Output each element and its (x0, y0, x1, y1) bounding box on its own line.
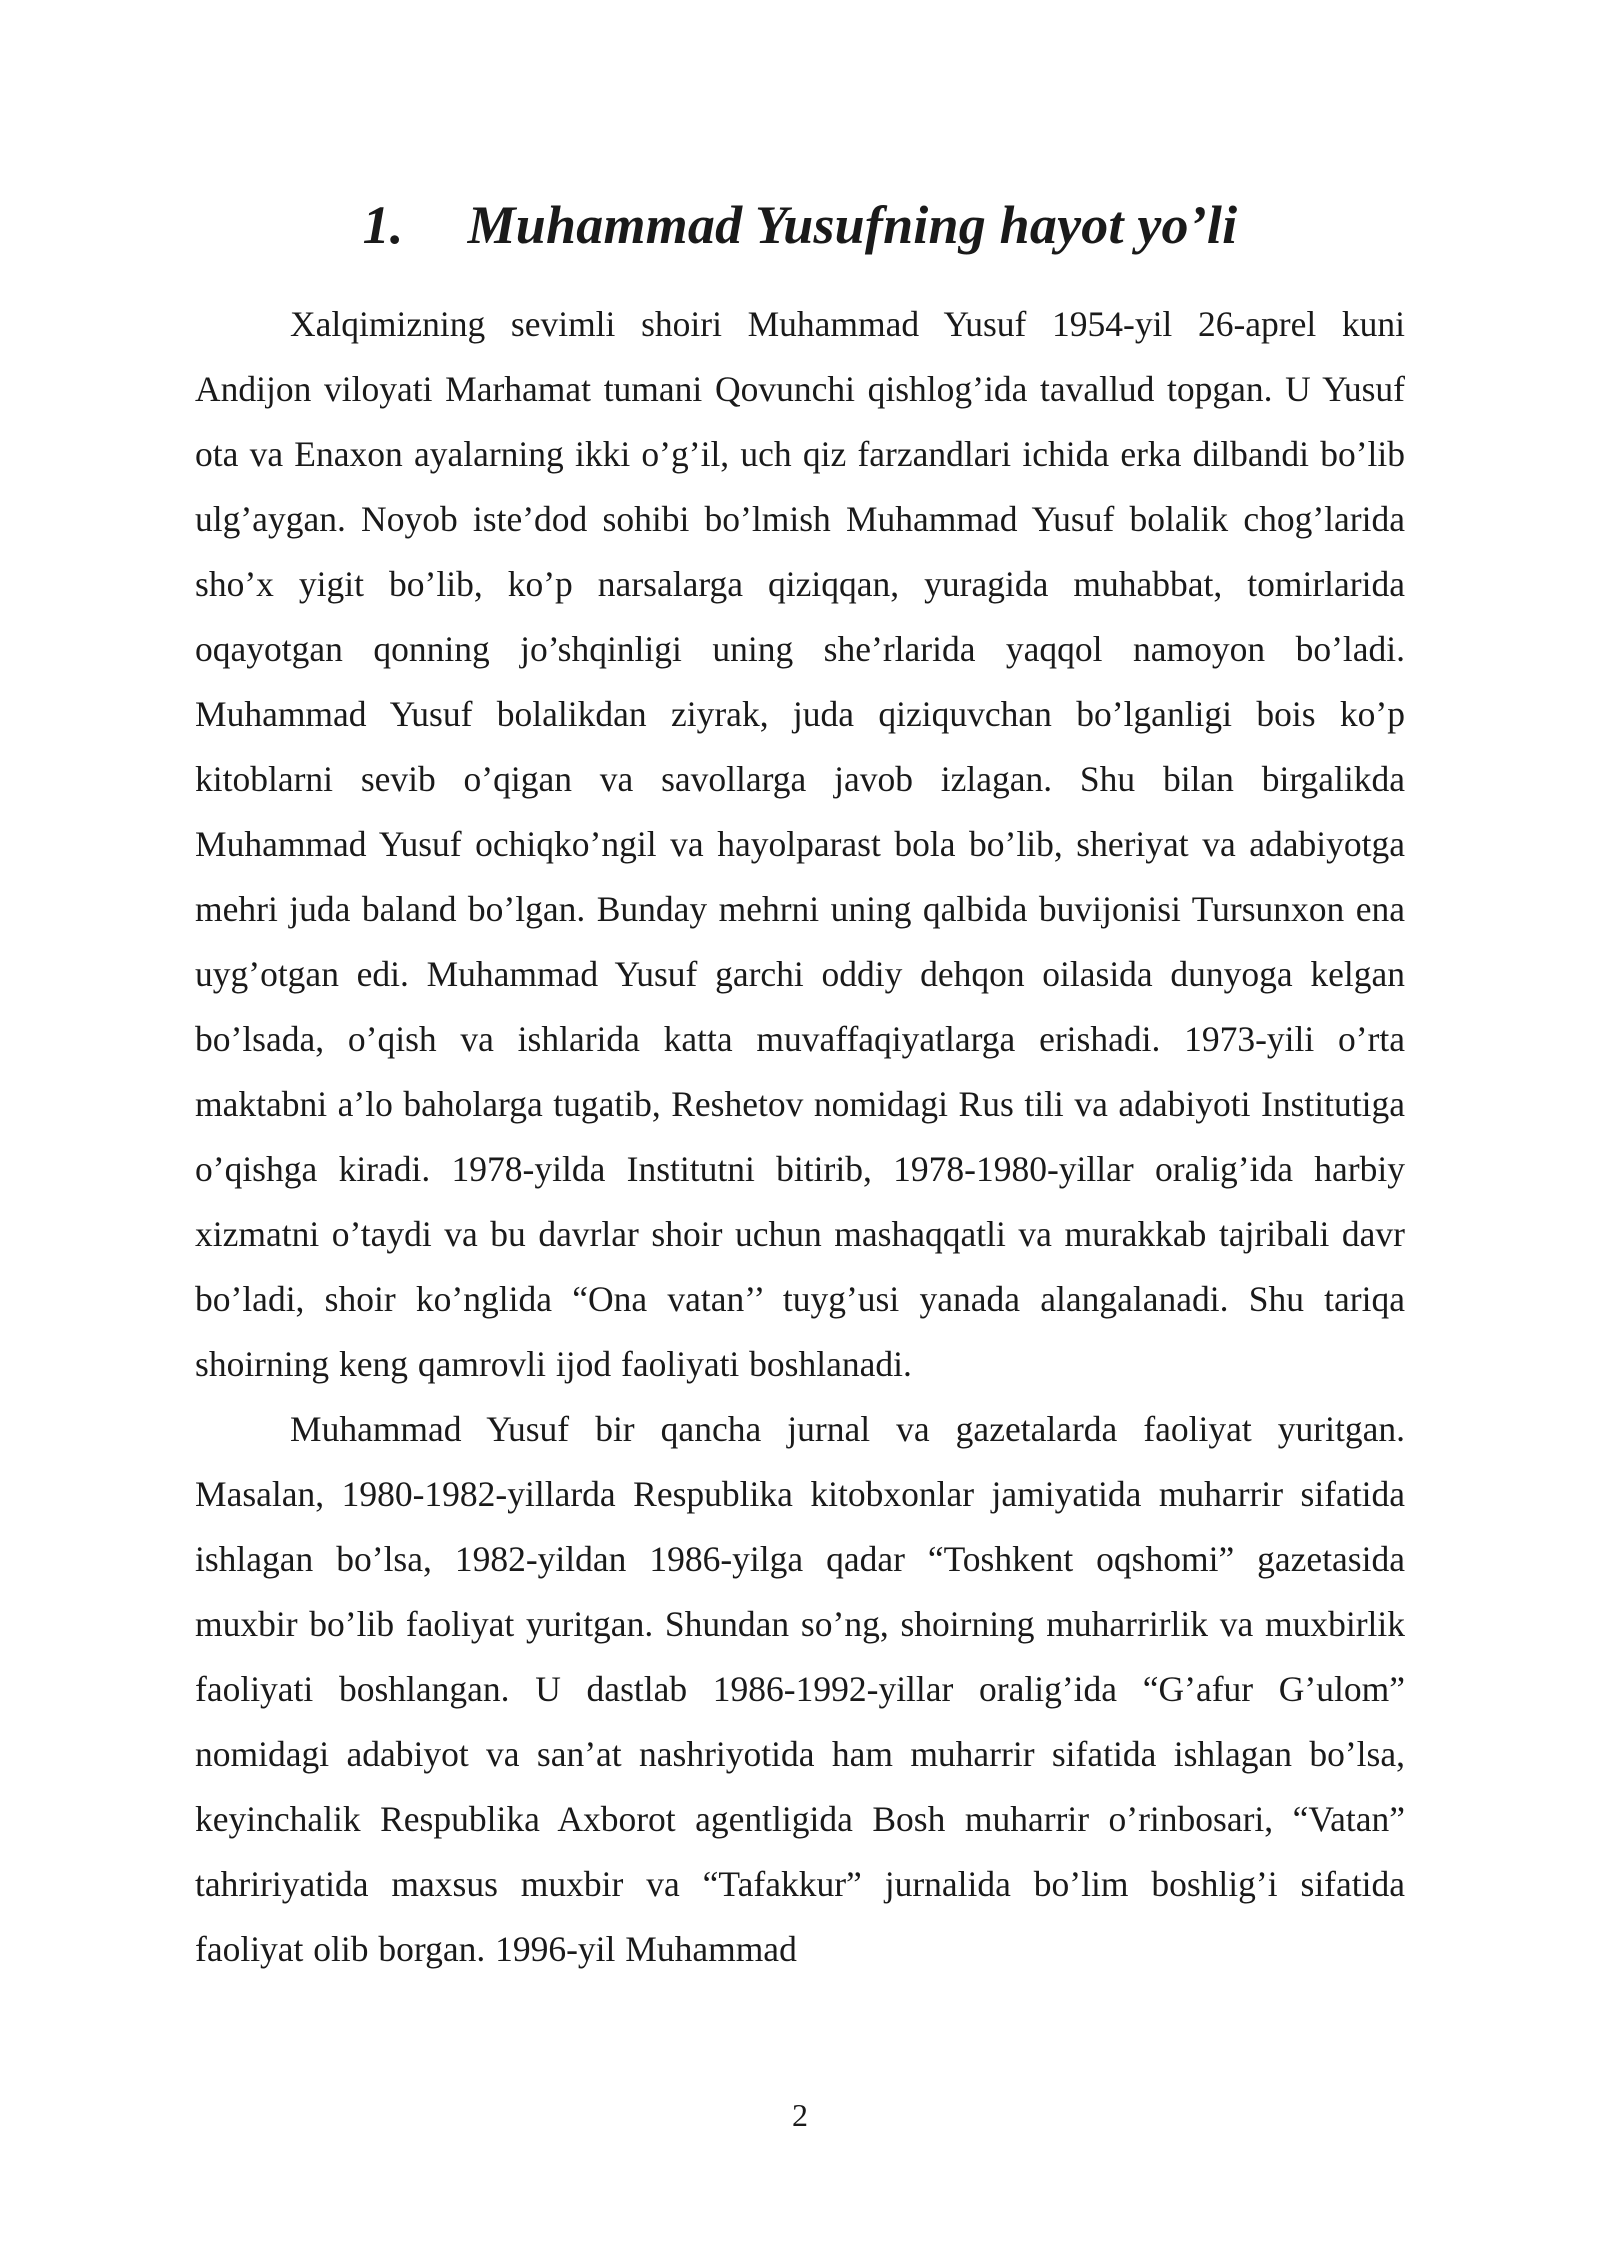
document-page (195, 180, 1405, 1982)
section-heading (195, 180, 1405, 270)
page-number: 2 (792, 2097, 808, 2133)
body-paragraph-2: Muhammad Yusuf bir qancha jurnal va gazetalarda faoliyat yuritgan. Masalan, 1980-1982-yillarda Respublika kitobxonlar jamiyatida muharrir sifatida ishlagan bo’lsa, 1982-yildan 1986-yilga qadar “Toshkent oqshomi” gazetasida muxbir bo’lib faoliyat yuritgan. Shundan so’ng, shoirning muharrirlik va muxbirlik faoliyati boshlangan. U dastlab 1986-1992-yillar oralig’ida “G’afur G’ulom” nomidagi adabiyot va san’at nashriyotida ham muharrir sifatida ishlagan bo’lsa, keyinchalik Respublika Axborot agentligida Bosh muharrir o’rinbosari, “Vatan” tahririyatida maxsus muxbir va “Tafakkur” jurnalida bo’lim boshlig’i sifatida faoliyat olib borgan. 1996-yil Muhammad (195, 1409, 1405, 1969)
section-number: 1. (362, 195, 404, 255)
section-title: Muhammad Yusufning hayot yo’li (467, 195, 1238, 255)
body-paragraph-1: Xalqimizning sevimli shoiri Muhammad Yusuf 1954-yil 26-aprel kuni Andijon viloyati Marhamat tumani Qovunchi qishlog’ida tavallud topgan. U Yusuf ota va Enaxon ayalarning ikki o’g’il, uch qiz farzandlari ichida erka dilbandi bo’lib ulg’aygan. Noyob iste’dod sohibi bo’lmish Muhammad Yusuf bolalik chog’larida sho’x yigit bo’lib, ko’p narsalarga qiziqqan, yuragida muhabbat, tomirlarida oqayotgan qonning jo’shqinligi uning she’rlarida yaqqol namoyon bo’ladi. Muhammad Yusuf bolalikdan ziyrak, juda qiziquvchan bo’lganligi bois ko’p kitoblarni sevib o’qigan va savollarga javob izlagan. Shu bilan birgalikda Muhammad Yusuf ochiqko’ngil va hayolparast bola bo’lib, sheriyat va adabiyotga mehri juda baland bo’lgan. Bunday mehrni uning qalbida buvijonisi Tursunxon ena uyg’otgan edi. Muhammad Yusuf garchi oddiy dehqon oilasida dunyoga kelgan bo’lsada, o’qish va ishlarida katta muvaffaqiyatlarga erishadi. 1973-yili o’rta maktabni a’lo baholarga tugatib, Reshetov nomidagi Rus tili va adabiyoti Institutiga o’qishga kiradi. 1978-yilda Institutni bitirib, 1978-1980-yillar oralig’ida harbiy xizmatni o’taydi va bu davrlar shoir uchun mashaqqatli va murakkab tajribali davr bo’ladi, shoir ko’nglida “Ona vatan’’ tuyg’usi yanada alangalanadi. Shu tariqa shoirning keng qamrovli ijod faoliyati boshlanadi. (195, 304, 1405, 1384)
